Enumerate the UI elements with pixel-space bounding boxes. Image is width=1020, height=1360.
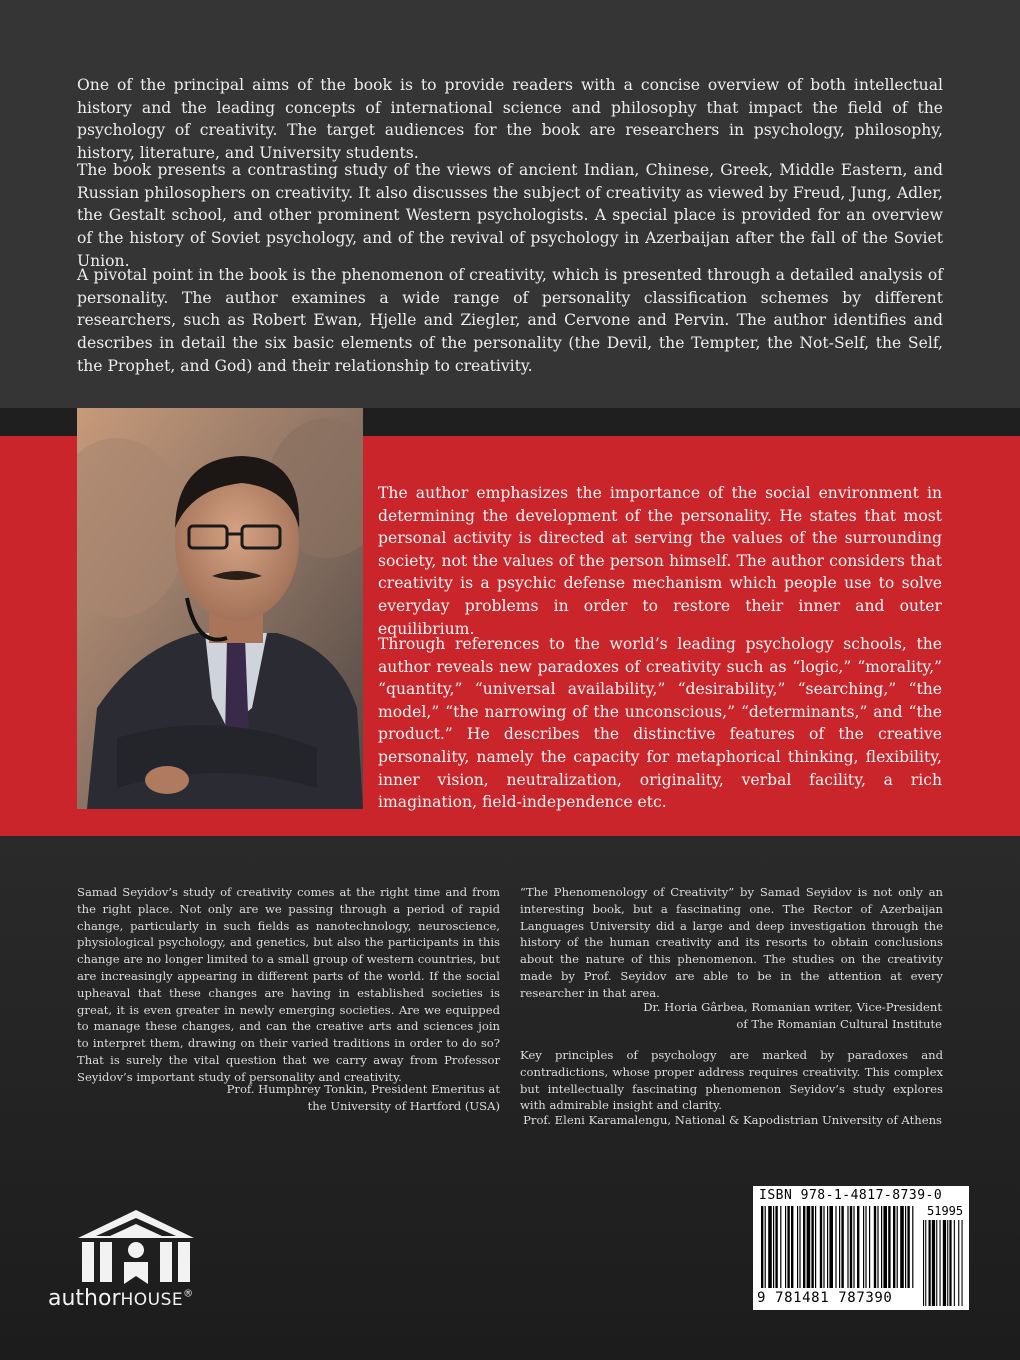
registered-mark: ® bbox=[183, 1288, 194, 1300]
description-paragraph-1: One of the principal aims of the book is to provide readers with a concise overview of both intellectual history and the leading concepts of international science and philosophy that impact the field of the psychology of creativity. The target audiences for the book are researchers in psychology, philosophy, history, literature, and University students. bbox=[77, 76, 943, 163]
description-section bbox=[0, 0, 1020, 408]
review-left-attribution-1: Prof. Humphrey Tonkin, President Emeritus at bbox=[226, 1082, 500, 1096]
publisher-wordmark bbox=[48, 1286, 218, 1311]
review-right1-text: “The Phenomenology of Creativity” by Samad Seyidov is not only an interesting book, but a fascinating one. The Rector of Azerbaijan Languages University did a large and deep investigation through the history of the human creativity and its resorts to obtain conclusions about the nature of this phenomenon. The studies on the creativity made by Prof. Seyidov are able to be in the attention at every researcher in that area. bbox=[520, 885, 943, 1000]
band-paragraph-2: Through references to the world’s leading psychology schools, the author reveals new paradoxes of creativity such as “logic,” “morality,” “quantity,” “universal availability,” “desirability,” “searching,” “the model,” “the narrowing of the unconscious,” “determinants,” and “the product.” He describes the distinctive features of the creative personality, namely the capacity for metaphorical thinking, flexibility, inner vision, neutralization, originality, verbal facility, a rich imagination, field-independence etc. bbox=[378, 635, 942, 812]
description-paragraph-3: A pivotal point in the book is the phenomenon of creativity, which is presented through a detailed analysis of personality. The author examines a wide range of personality classification schemes by different researchers, such as Robert Ewan, Hjelle and Ziegler, and Cervone and Pervin. The author identifies and describes in detail the six basic elements of the personality (the Devil, the Tempter, the Not-Self, the Self, the Prophet, and God) and their relationship to creativity. bbox=[77, 266, 943, 375]
review-right1-attribution-1: Dr. Horia Gârbea, Romanian writer, Vice-President bbox=[643, 1000, 942, 1014]
ean-digits: 9 781481 787390 bbox=[757, 1290, 893, 1306]
price-code: 51995 bbox=[927, 1204, 964, 1218]
publisher-name-part1: author bbox=[48, 1286, 121, 1311]
author-photo-illustration bbox=[77, 408, 363, 809]
publisher-logo bbox=[48, 1208, 218, 1318]
description-paragraph-2: The book presents a contrasting study of the views of ancient Indian, Chinese, Greek, Middle Eastern, and Russian philosophers on creativity. It also discusses the subject of creativity as viewed by Freud, Jung, Adler, the Gestalt school, and other prominent Western psychologists. A special place is provided for an overview of the history of Soviet psychology, and of the revival of psychology in Azerbaijan after the fall of the Soviet Union. bbox=[77, 161, 943, 270]
review-left-attribution-2: the University of Hartford (USA) bbox=[307, 1099, 500, 1113]
review-right2-text: Key principles of psychology are marked by paradoxes and contradictions, whose proper address requires creativity. This complex but intellectually fascinating phenomenon Seyidov’s study explores with admirable insight and clarity. bbox=[520, 1048, 943, 1113]
publisher-name-part2: HOUSE bbox=[120, 1290, 184, 1310]
review-right2-attribution: Prof. Eleni Karamalengu, National & Kapodistrian University of Athens bbox=[523, 1113, 942, 1127]
author-photo bbox=[77, 408, 363, 809]
review-left-text: Samad Seyidov’s study of creativity comes at the right time and from the right place. Not only are we passing through a period of rapid change, particularly in such fields as nanotechnology, neuroscience, physiological psychology, and genetics, but also the participants in this change are no longer limited to a small group of western countries, but are increasingly appearing in different parts of the world. If the social upheaval that these changes are having in established societies is great, it is even greater in newly emerging societies. Are we equipped to manage these changes, and can the creative arts and sciences join to interpret them, drawing on their varied traditions in order to do so? That is surely the vital question that we carry away from Professor Seyidov’s important study of personality and creativity. bbox=[77, 885, 500, 1084]
review-right1-attribution-2: of The Romanian Cultural Institute bbox=[736, 1017, 942, 1031]
band-paragraph-1: The author emphasizes the importance of the social environment in determining the development of the personality. He states that most personal activity is directed at serving the values of the surrounding society, not the values of the person himself. The author considers that creativity is a psychic defense mechanism which people use to solve everyday problems in order to restore their inner and outer equilibrium. bbox=[378, 484, 942, 638]
isbn-label: ISBN 978-1-4817-8739-0 bbox=[759, 1188, 943, 1203]
authorhouse-house-icon bbox=[76, 1208, 196, 1284]
isbn-barcode bbox=[753, 1186, 969, 1310]
